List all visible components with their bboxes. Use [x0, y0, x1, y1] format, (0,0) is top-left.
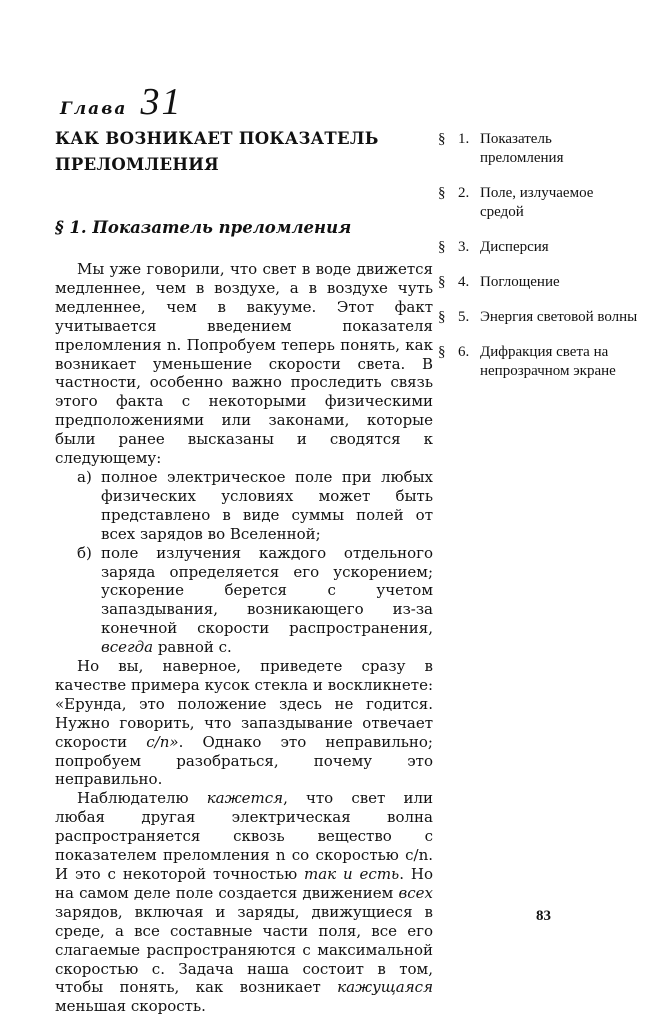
- chapter-title-line-2: ПРЕЛОМЛЕНИЯ: [55, 155, 219, 174]
- chapter-label: [60, 80, 182, 124]
- main-text: [55, 260, 433, 1016]
- chapter-title-line-1: КАК ВОЗНИКАЕТ ПОКАЗАТЕЛЬ: [55, 129, 379, 148]
- toc-item-title: Поглощение: [480, 274, 560, 290]
- list-text-a: полное электрическое поле при любых физических условиях может быть представлено в виде суммы полей от всех зарядов во Вселенной;: [101, 467, 433, 543]
- list-text-b: поле излучения каждого отдельного заряда определяется его ускорением; ускорение берется с учетом запаздывания, возникающего из-за конечной скорости распространения, всегда равной c.: [101, 543, 433, 657]
- toc-item: § 3. Дисперсия: [438, 238, 638, 257]
- toc-item: § 5. Энергия световой волны: [438, 309, 638, 325]
- section-heading: § 1. Показатель преломления: [55, 218, 352, 237]
- toc-item: § 2. Поле, излучаемое средой: [438, 184, 638, 222]
- toc-item-title: Поле, излучаемое средой: [480, 185, 594, 220]
- toc-item-title: Энергия световой волны: [480, 309, 638, 325]
- paragraph-2: Но вы, наверное, приведете сразу в качестве примера кусок стекла и воскликнете: «Ерунда, это положение здесь не годится. Нужно говорить, что запаздывание отвечает скорости c/n». Однако это неправильно; попробуем разобраться, почему это неправильно.: [55, 657, 433, 789]
- list-marker-b: б): [77, 543, 92, 562]
- paragraph-3: Наблюдателю кажется, что свет или любая другая электрическая волна распространяется сквозь вещество с показателем преломления n со скоростью c/n. И это с некоторой точностью так и есть. Но на самом деле поле создается движением всех зарядов, включая и заряды, движущиеся в среде, а все составные части поля, все его слагаемые распространяются с максимальной скоростью c. Задача наша состоит в том, чтобы понять, как возникает кажущаяся меньшая скорость.: [55, 789, 433, 1016]
- page-number: 83: [536, 908, 551, 924]
- chapter-contents: [438, 130, 638, 397]
- toc-item-title: Дисперсия: [480, 239, 549, 255]
- chapter-title: [55, 126, 385, 178]
- chapter-number: 31: [140, 81, 183, 123]
- toc-item: § 1. Показатель преломления: [438, 130, 638, 168]
- toc-item-title: Показатель преломления: [480, 131, 564, 166]
- list-item-a: [55, 468, 433, 544]
- paragraph-1: Мы уже говорили, что свет в воде движется медленнее, чем в воздухе, а в воздухе чуть медленнее, чем в вакууме. Этот факт учитывается введением показателя преломления n. Попробуем теперь понять, как возникает уменьшение скорости света. В частности, особенно важно проследить связь этого факта с некоторыми физическими предположениями или законами, которые были ранее высказаны и сводятся к следующему:: [55, 260, 433, 468]
- toc-item: § 4. Поглощение: [438, 273, 638, 292]
- list-item-b: [55, 544, 433, 657]
- list-marker-a: а): [77, 467, 92, 486]
- toc-item: § 6. Дифракция света на непрозрачном экране: [438, 343, 638, 381]
- chapter-word: Глава: [60, 99, 128, 119]
- toc-item-title: Дифракция света на непрозрачном экране: [480, 344, 616, 379]
